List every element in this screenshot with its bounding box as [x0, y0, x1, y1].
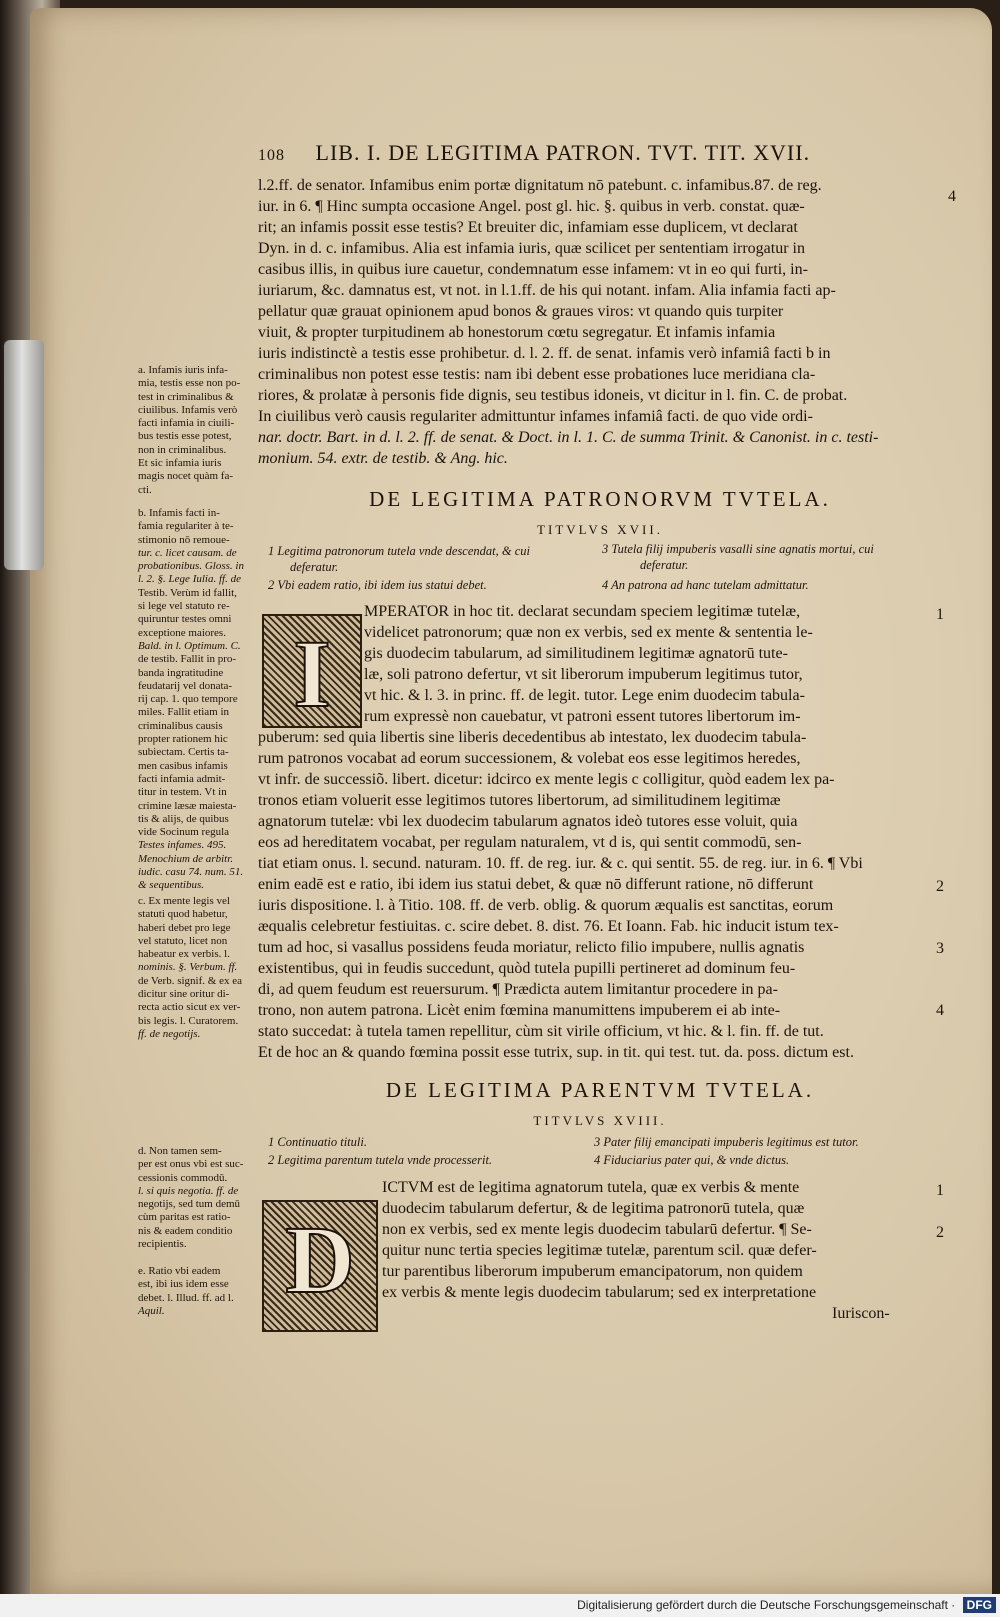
text-line: In ciuilibus verò causis regulariter admittuntur infames infamiâ facti. de quo vide ordi- — [258, 408, 813, 425]
text-line: MPERATOR in hoc tit. declarat secundam speciem legitimæ tutelæ, — [364, 603, 801, 620]
toc-item: 4 Fiduciarius pater qui, & vnde dictus. — [594, 1153, 790, 1167]
text-line: existentibus, qui in feudis succedunt, quòd tutela pupilli pertineret ad dominum feu- — [258, 960, 796, 977]
text-line: riores, & prolatæ à personis fide dignis, seu testibus idoneis, vt dicitur in l. fin. C. de probat. — [258, 387, 848, 404]
toc-item: 2 Vbi eadem ratio, ibi idem ius statui debet. — [268, 578, 487, 592]
text-line: tur parentibus liberorum impuberum emancipatorum, non quidem — [382, 1263, 803, 1280]
text-line: iuris dispositione. l. à Titio. 108. ff. de verb. oblig. & quorum æqualis est sanctitas, eorum — [258, 897, 834, 914]
text-line: stato succedat: à tutela tamen repellitur, cùm sit virile officium, vt hic. & l. fin. ff. de tut. — [258, 1023, 824, 1040]
text-line: tronos etiam voluerit esse legitimos tutores libertorum, ad similitudinem legitimæ — [258, 792, 781, 809]
text-line: viuit, & propter turpitudinem ab honestorum cœtu segregatur. Et infamis infamia — [258, 324, 776, 341]
sidenote-a: a. Infamis iuris infa- mia, testis esse non po- test in criminalibus & ciuilibus. Infamis verò facti infamia in ciuili- bus testis esse potest, non in criminalibus. Et sic infamia iuris magis nocet quàm fa- cti. — [138, 364, 241, 496]
running-title: LIB. I. DE LEGITIMA PATRON. TVT. TIT. XVII. — [315, 140, 811, 165]
margin-number: 4 — [936, 1002, 944, 1019]
text-line: di, ad quem feudum est reuersurum. ¶ Prædicta autem limitantur procedere in pa- — [258, 981, 778, 998]
titulus-label: TITVLVS XVII. — [537, 522, 663, 537]
footer-text: Digitalisierung gefördert durch die Deutsche Forschungsgemeinschaft · — [577, 1598, 956, 1612]
dfg-logo: DFG — [963, 1597, 996, 1613]
toc-item: 1 Continuatio tituli. — [268, 1135, 367, 1149]
text-line: ICTVM est de legitima agnatorum tutela, quæ ex verbis & mente — [382, 1179, 800, 1196]
text-line: non ex verbis, sed ex mente legis duodecim tabularū defertur. ¶ Se- — [382, 1221, 812, 1238]
text-line: nar. doctr. Bart. in d. l. 2. ff. de senat. & Doct. in l. 1. C. de summa Trinit. & Canonist. in c. testi- — [258, 429, 879, 446]
decorated-initial: I — [262, 614, 362, 728]
text-line: Iuriscon- — [832, 1305, 890, 1322]
text-line: videlicet patronorum; quæ non ex verbis, sed ex mente & sententia le- — [364, 624, 813, 641]
margin-number: 2 — [936, 1224, 944, 1241]
text-line: vt infr. de successiõ. libert. dicetur: idcirco ex mente legis c colligitur, quòd eadem lex pa- — [258, 771, 835, 788]
text-line: pellatur quæ grauat opinionem apud bonos & graues viros: vt quando quis turpiter — [258, 303, 784, 320]
text-line: iuriarum, &c. damnatus est, vt not. in l.1.ff. de his qui notant. infam. Alia infamia facti ap- — [258, 282, 836, 299]
page-number: 108 — [258, 147, 285, 164]
margin-number: 4 — [948, 188, 956, 205]
text-line: tum ad hoc, si vasallus possidens feuda moriatur, relicto filio impubere, nullis agnatis — [258, 939, 805, 956]
sidenote-b: b. Infamis facti in- famia regulariter à te- stimonio nō remoue- tur. c. licet causam. de probationibus. Gloss. in l. 2. §. Lege Iulia. ff. de Testib. Verùm id fallit, si lege vel statuto re- quiruntur testes omni exceptione maiores. Bald. in l. Optimum. C. de testib. Fallit in pro- banda ingratitudine feudatarij vel donata- rij cap. 1. quo tempore miles. Fallit etiam in criminalibus causis propter rationem hic subiectam. Certis ta- men casibus infamis facti infamia admit- titur in testem. Vt in crimine læsæ maiesta- tis & alijs, de quibus vide Socinum regula Testes infames. 495. Menochium de arbitr. iudic. casu 74. num. 51. & sequentibus. — [138, 507, 244, 892]
text-line: duodecim tabularum defertur, & de legitima patronorū tutela, quæ — [382, 1200, 805, 1217]
toc-item: 1 Legitima patronorum tutela vnde descendat, & cui — [268, 544, 530, 558]
sidenote-e: e. Ratio vbi eadem est, ibi ius idem esse debet. l. Illud. ff. ad l. Aquil. — [138, 1265, 234, 1317]
page-clip — [4, 340, 44, 570]
text-line: enim eadē est e ratio, ibi idem ius statui debet, & quæ nō differunt ratione, nō differunt — [258, 876, 814, 893]
text-line: tiat etiam onus. l. secund. naturam. 10. ff. de reg. iur. & c. qui sentit. 55. de reg. iur. in 6. ¶ Vbi — [258, 855, 863, 872]
titulus-label: TITVLVS XVIII. — [533, 1113, 667, 1128]
text-line: agnatorum tutelæ: vbi lex duodecim tabularum agnatos ideò tutores esse voluit, quia — [258, 813, 798, 830]
toc-item: 4 An patrona ad hanc tutelam admittatur. — [602, 578, 809, 592]
text-line: monium. 54. extr. de testib. & Ang. hic. — [258, 450, 508, 467]
text-line: casibus illis, in quibus iure cauetur, condemnatum esse infamem: vt in eo qui furti, in- — [258, 261, 808, 278]
text-line: læ, soli patrono defertur, vt sit liberorum impuberum legitimus tutor, — [364, 666, 803, 683]
section-title: DE LEGITIMA PARENTVM TVTELA. — [385, 1078, 815, 1102]
text-line: iur. in 6. ¶ Hinc sumpta occasione Angel. post gl. hic. §. quibus in verb. constat. quæ- — [258, 198, 805, 215]
margin-number: 2 — [936, 878, 944, 895]
text-line: gis duodecim tabularum, ad similitudinem legitimæ agnatorū tute- — [364, 645, 788, 662]
margin-number: 1 — [936, 606, 944, 623]
text-line: l.2.ff. de senator. Infamibus enim portæ dignitatum nō patebunt. c. infamibus.87. de reg. — [258, 177, 822, 194]
text-line: eos ad hereditatem vocabat, per regulam naturalem, vt d is, qui sentit commodū, sen- — [258, 834, 802, 851]
decorated-initial: D — [262, 1200, 378, 1332]
text-line: trono, non autem patrona. Licèt enim fœmina manumittens impuberem ei ab inte- — [258, 1002, 781, 1019]
text-line: rum expressè non cauebatur, vt patroni essent tutores libertorum im- — [364, 708, 801, 725]
sidenote-d: d. Non tamen sem- per est onus vbi est suc- cessionis commodū. l. si quis negotia. ff. de negotijs, sed tum demū cùm paritas est ratio- nis & eadem conditio recipientis. — [138, 1145, 244, 1251]
toc-item: 3 Pater filij emancipati impuberis legitimus est tutor. — [594, 1135, 859, 1149]
text-line: ex verbis & mente legis duodecim tabularum; sed ex interpretatione — [382, 1284, 817, 1301]
text-line: iuris indistinctè a testis esse prohibetur. d. l. 2. ff. de senat. infamis verò infamiâ facti b in — [258, 345, 831, 362]
toc-item: 2 Legitima parentum tutela vnde processerit. — [268, 1153, 493, 1167]
sidenote-c: c. Ex mente legis vel statuti quod habetur, haberi debet pro lege vel statuto, licet non habeatur ex verbis. l. nominis. §. Verbum. ff. de Verb. signif. & ex ea dicitur sine oritur di- recta actio sicut ex ver- bis legis. l. Curatorem. ff. de negotijs. — [138, 895, 242, 1040]
section-title: DE LEGITIMA PATRONORVM TVTELA. — [369, 487, 831, 511]
text-line: puberum: sed quia libertis sine liberis decedentibus ab intestato, lex duodecim tabula- — [258, 729, 807, 746]
text-line: rum patronos vocabat ad eorum successionem, & volebat eos esse legitimos heredes, — [258, 750, 801, 767]
toc-item: 3 Tutela filij impuberis vasalli sine agnatis mortui, cui — [602, 542, 874, 556]
digitization-footer — [0, 1594, 1000, 1617]
text-line: Et de hoc an & quando fœmina possit esse tutrix, sup. in tit. qui test. tut. da. poss. dictum est. — [258, 1044, 854, 1061]
text-line: Dyn. in d. c. infamibus. Alia est infamia iuris, quæ scilicet per sententiam irrogatur in — [258, 240, 805, 257]
text-line: criminalibus non potest esse testis: nam ibi debent esse probationes luce meridiana cla- — [258, 366, 816, 383]
margin-number: 3 — [936, 940, 944, 957]
text-line: vt hic. & l. 3. in princ. ff. de legit. tutor. Lege enim duodecim tabula- — [364, 687, 805, 704]
text-line: æqualis celebretur festiuitas. c. scire debet. 8. dist. 76. Et Ioann. Fab. hic inducit istum tex- — [258, 918, 839, 935]
running-header — [258, 140, 878, 166]
text-line: rit; an infamis possit esse testis? Et breuiter dic, infamiam esse duplicem, vt declarat — [258, 219, 798, 236]
text-line: quitur nunc tertia species legitimæ tutelæ, parentum scil. quæ defer- — [382, 1242, 817, 1259]
toc-item: deferatur. — [290, 560, 339, 574]
margin-number: 1 — [936, 1182, 944, 1199]
toc-item: deferatur. — [640, 558, 689, 572]
